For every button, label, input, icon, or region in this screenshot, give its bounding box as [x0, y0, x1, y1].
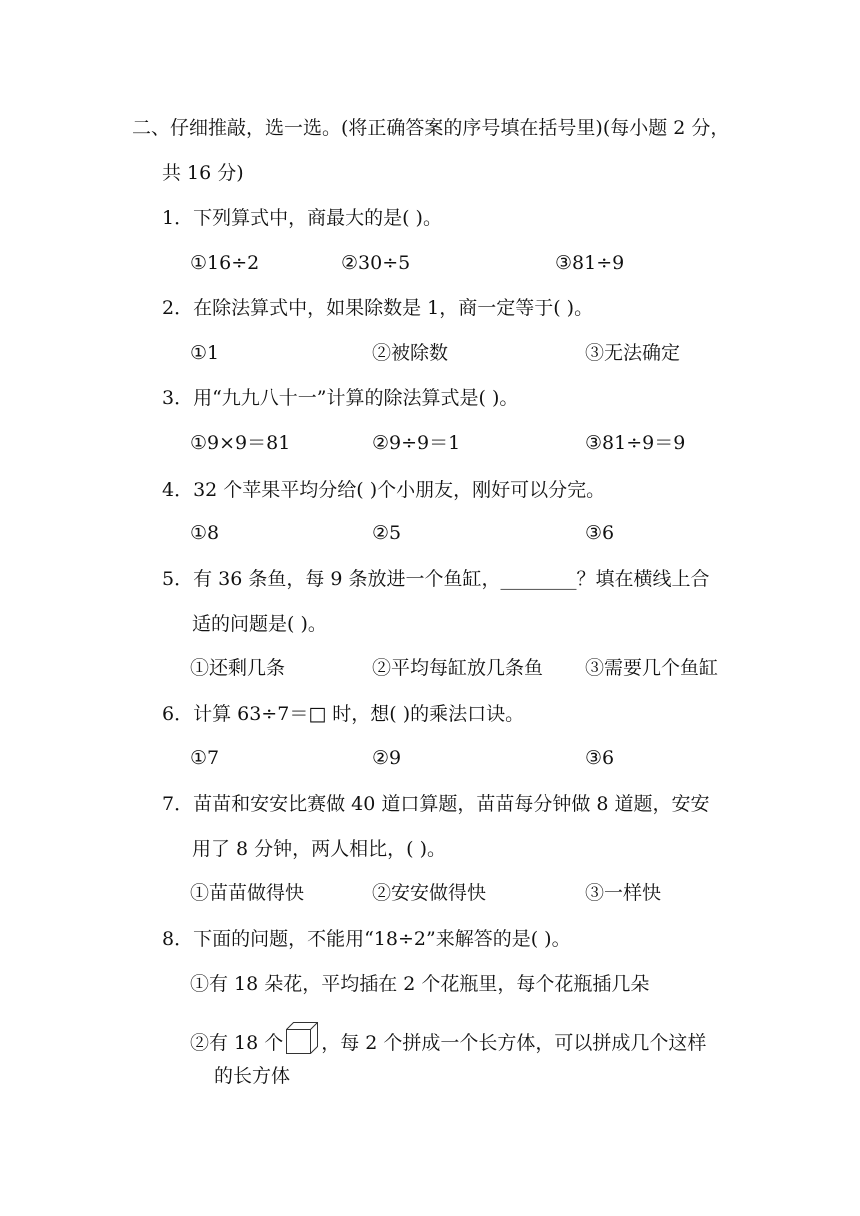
question-2-option-1: ①1 [190, 342, 220, 364]
question-4-option-1: ①8 [190, 522, 220, 544]
question-7-stem-line2: 用了 8 分钟，两人相比，( )。 [192, 838, 447, 860]
question-5-option-3: ③需要几个鱼缸 [585, 657, 719, 679]
question-8-option-2-line1 [190, 1021, 706, 1062]
question-3-stem: 3．用“九九八十一”计算的除法算式是( )。 [162, 387, 519, 409]
question-5-option-1: ①还剩几条 [190, 657, 286, 679]
question-4-option-3: ③6 [585, 522, 615, 544]
question-7-option-2: ②安安做得快 [372, 882, 487, 904]
question-4-option-2: ②5 [372, 522, 402, 544]
question-3-option-3: ③81÷9＝9 [585, 432, 686, 454]
question-3-option-2: ②9÷9＝1 [372, 432, 461, 454]
question-8-option-1: ①有 18 朵花，平均插在 2 个花瓶里，每个花瓶插几朵 [190, 973, 650, 995]
question-6-option-2: ②9 [372, 747, 402, 769]
question-1-stem: 1．下列算式中，商最大的是( )。 [162, 207, 442, 229]
section-heading-line1: 二、仔细推敲，选一选。(将正确答案的序号填在括号里)(每小题 2 分， [132, 117, 730, 139]
question-2-stem: 2．在除法算式中，如果除数是 1，商一定等于( )。 [162, 297, 594, 319]
question-8-stem: 8．下面的问题，不能用“18÷2”来解答的是( )。 [162, 928, 571, 950]
question-7-option-3: ③一样快 [585, 882, 662, 904]
section-heading-line2: 共 16 分) [162, 162, 244, 184]
cube-icon [285, 1021, 319, 1062]
question-6-option-1: ①7 [190, 747, 220, 769]
question-5-stem-line1: 5．有 36 条鱼，每 9 条放进一个鱼缸，________？填在横线上合 [162, 568, 710, 590]
question-8-option-2-post: ，每 2 个拼成一个长方体，可以拼成几个这样 [321, 1032, 707, 1054]
question-1-option-2: ②30÷5 [341, 252, 411, 274]
question-6-option-3: ③6 [585, 747, 615, 769]
question-8-option-2-pre: ②有 18 个 [190, 1032, 284, 1054]
question-7-option-1: ①苗苗做得快 [190, 882, 305, 904]
question-5-stem-line2: 适的问题是( )。 [192, 613, 327, 635]
question-4-stem: 4．32 个苹果平均分给( )个小朋友，刚好可以分完。 [162, 479, 606, 501]
question-2-option-2: ②被除数 [372, 342, 449, 364]
question-3-option-1: ①9×9＝81 [190, 432, 291, 454]
question-5-option-2: ②平均每缸放几条鱼 [372, 657, 544, 679]
question-6-stem: 6．计算 63÷7＝□ 时，想( )的乘法口诀。 [162, 703, 525, 725]
question-1-option-3: ③81÷9 [555, 252, 625, 274]
question-1-option-1: ①16÷2 [190, 252, 260, 274]
question-8-option-2-line2: 的长方体 [214, 1065, 291, 1087]
question-7-stem-line1: 7．苗苗和安安比赛做 40 道口算题，苗苗每分钟做 8 道题，安安 [162, 793, 710, 815]
question-2-option-3: ③无法确定 [585, 342, 681, 364]
